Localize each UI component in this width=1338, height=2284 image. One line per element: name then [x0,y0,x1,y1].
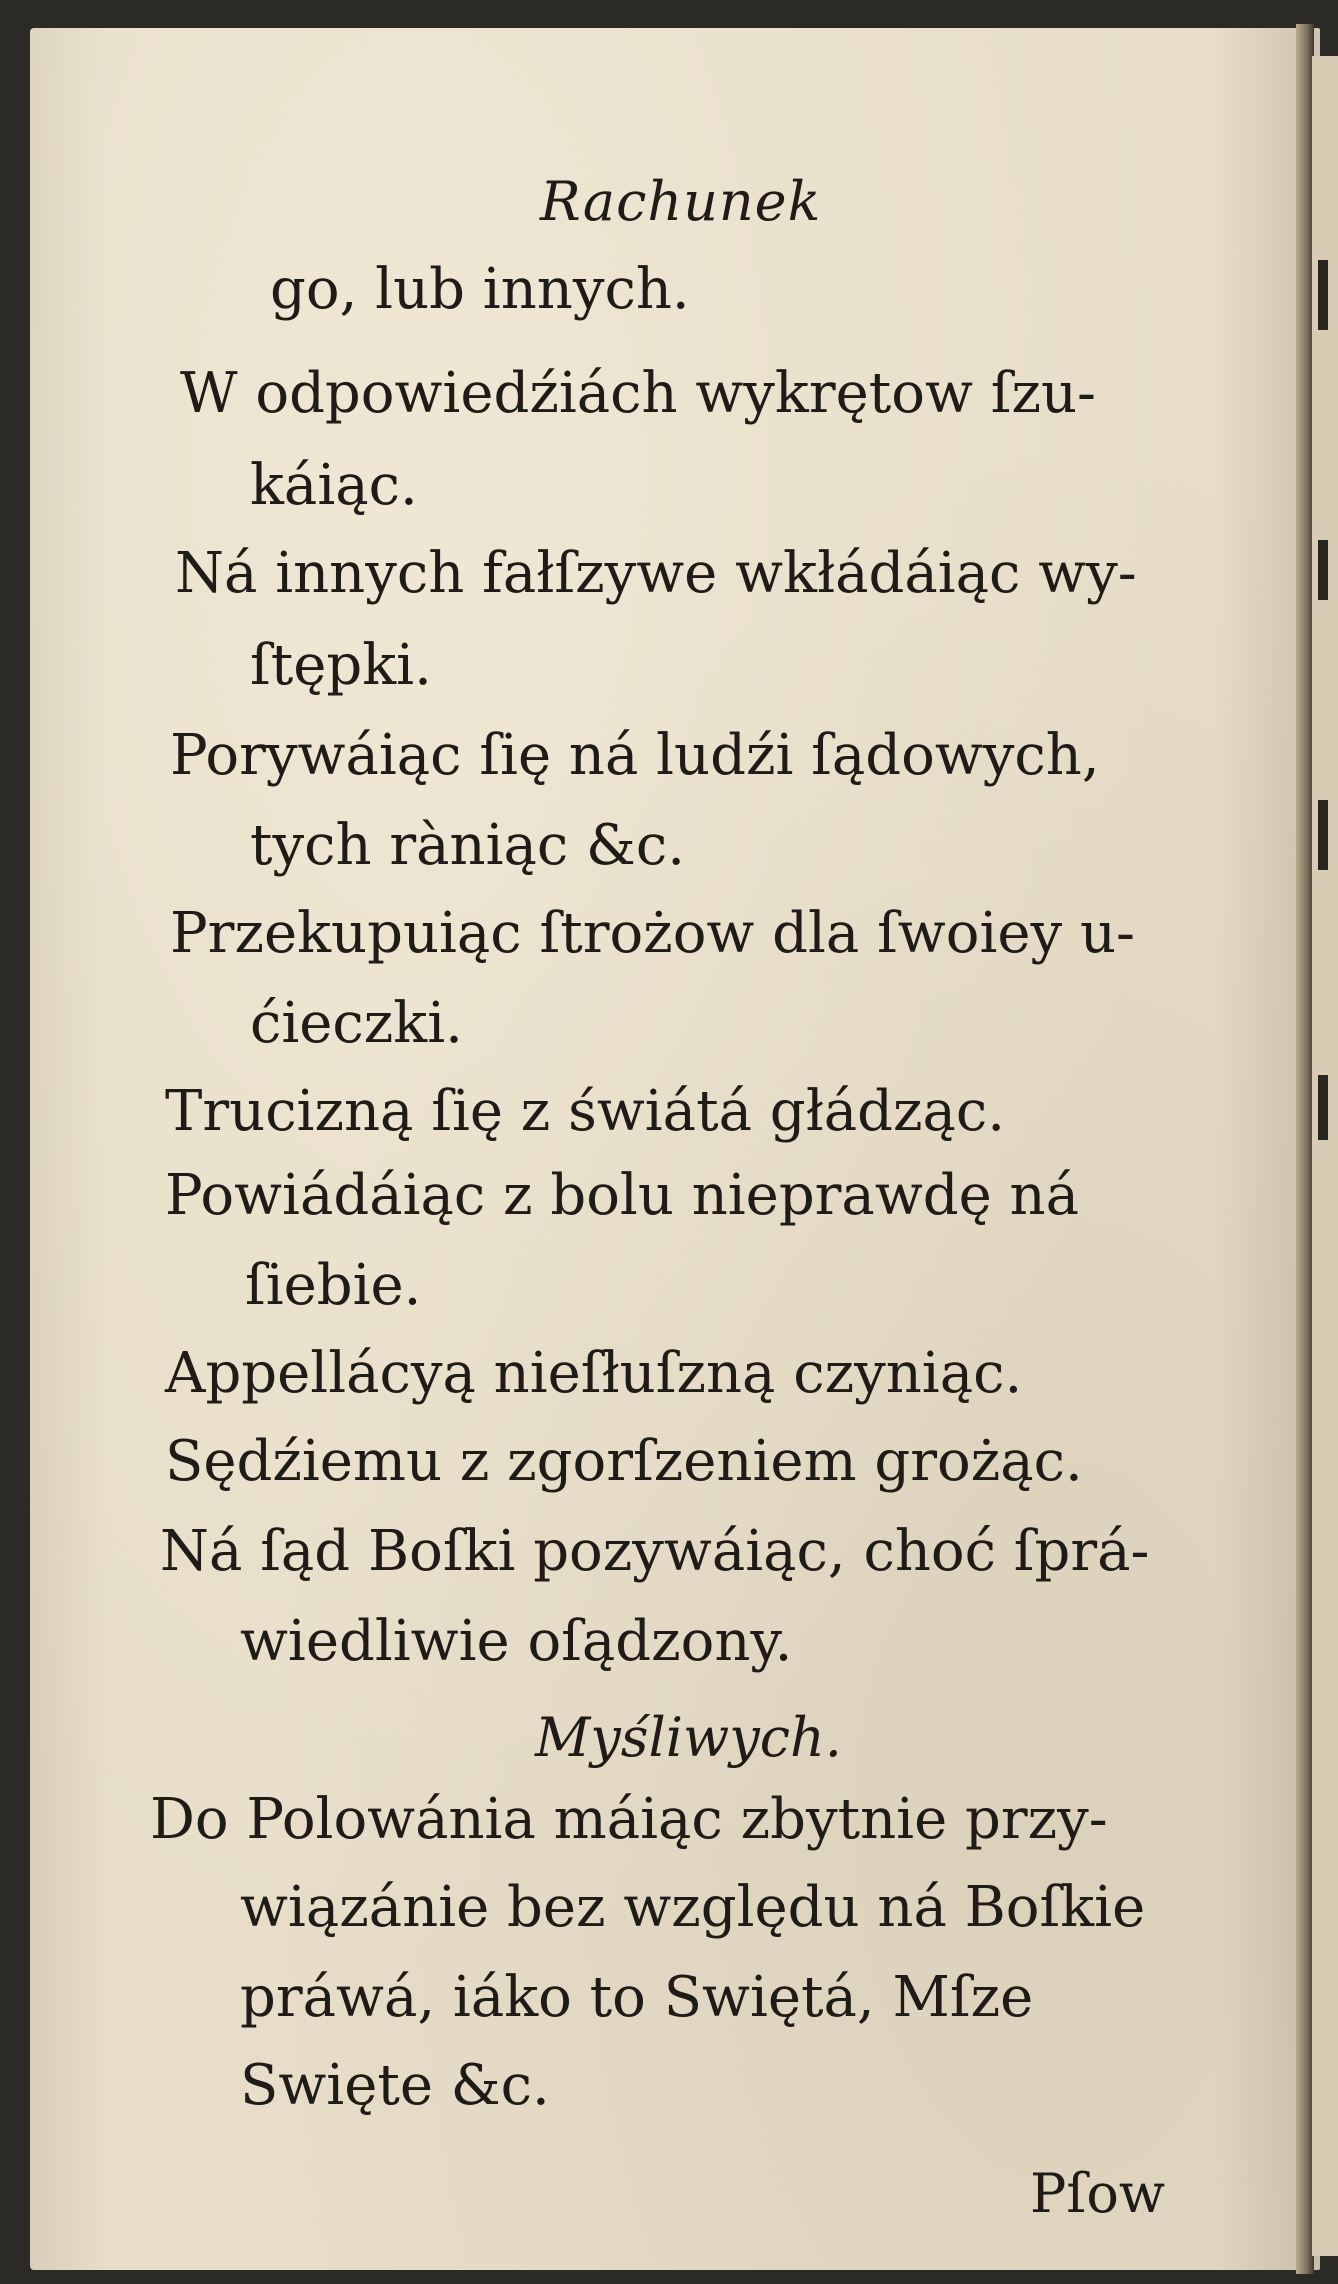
text-line: Sędźiemu z zgorſzeniem grożąc. [165,1429,1083,1494]
text-line: ſiebie. [245,1253,422,1318]
catchword: Pſow [1030,2162,1166,2225]
text-line: Trucizną ſię z świátá głádząc. [165,1079,1006,1144]
adjacent-page-glyph [1318,540,1328,600]
adjacent-page-glyph [1318,1075,1328,1140]
text-line: go, lub innych. [270,257,690,322]
text-line: Powiádáiąc z bolu nieprawdę ná [165,1163,1079,1228]
text-line: wiązánie bez względu ná Boſkie [240,1875,1146,1940]
text-line: ſtępki. [250,633,432,698]
text-line: Przekupuiąc ſtrożow dla ſwoiey u- [170,901,1135,966]
text-line: práwá, iáko to Swiętá, Mſze [240,1965,1034,2030]
text-line: Ná innych fałſzywe wkłádáiąc wy- [175,541,1137,606]
adjacent-page-glyph [1318,260,1328,330]
text-line: Do Polowánia máiąc zbytnie przy- [150,1787,1108,1852]
adjacent-page-edge [1312,56,1338,2256]
text-line: Porywáiąc ſię ná ludźi ſądowych, [170,723,1100,788]
text-line: tych ràniąc &c. [250,813,686,878]
section-heading: Myśliwych. [535,1706,842,1769]
adjacent-page-glyph [1318,800,1328,870]
text-line: káiąc. [250,453,418,518]
text-line: Appellácyą nieſłuſzną czyniąc. [165,1341,1023,1406]
text-line: Ná ſąd Boſki pozywáiąc, choć ſprá- [160,1519,1150,1584]
text-line: wiedliwie oſądzony. [240,1609,793,1674]
text-line: ćieczki. [250,991,463,1056]
running-head: Rachunek [540,170,822,233]
text-line: W odpowiedźiách wykrętow ſzu- [180,361,1096,426]
text-line: Swięte &c. [240,2053,550,2118]
